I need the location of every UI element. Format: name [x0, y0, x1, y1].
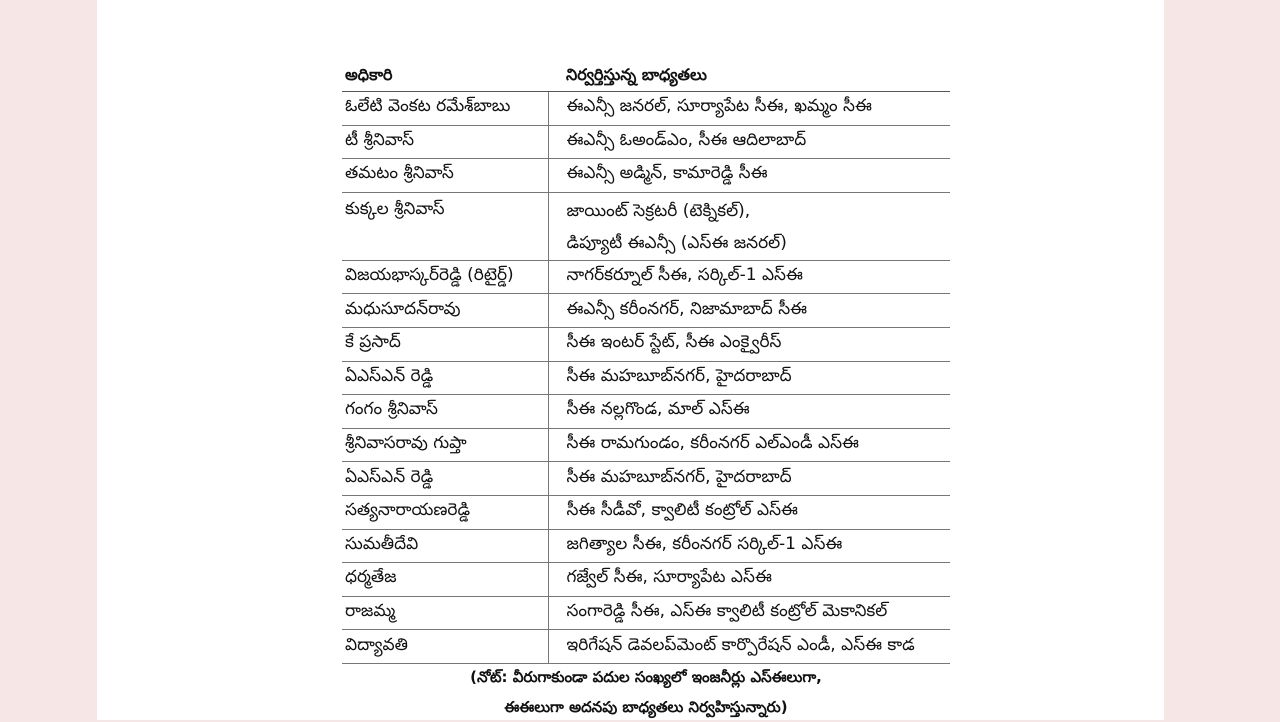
- officer-duties: ఈఎన్సీ ఓఅండ్‌ఎం, సీఈ ఆదిలాబాద్‌: [548, 125, 950, 159]
- officer-duties: జగిత్యాల సీఈ, కరీంనగర్‌ సర్కిల్‌-1 ఎస్‌ఈ: [548, 529, 950, 563]
- table-row: [342, 159, 950, 193]
- table-row: [342, 529, 950, 563]
- officer-duties: సీఈ సీడీవో, క్వాలిటీ కంట్రోల్‌ ఎస్‌ఈ: [548, 495, 950, 529]
- table-header-row: [342, 62, 950, 92]
- officer-name: శ్రీనివాసరావు గుప్తా: [342, 428, 548, 462]
- officer-name: ఏఎస్‌ఎన్‌ రెడ్డి: [342, 361, 548, 395]
- officers-duties-table: [342, 62, 950, 664]
- officer-duties: సీఈ మహబూబ్‌నగర్‌, హైదరాబాద్‌: [548, 361, 950, 395]
- table-row: [342, 125, 950, 159]
- footnote-line-2: ఈఈలుగా అదనపు బాధ్యతలు నిర్వహిస్తున్నారు): [504, 698, 788, 716]
- officer-duties: ఈఎన్సీ జనరల్‌, సూర్యాపేట సీఈ, ఖమ్మం సీఈ: [548, 92, 950, 126]
- officer-duties: సీఈ మహబూబ్‌నగర్‌, హైదరాబాద్‌: [548, 462, 950, 496]
- officer-duties: నాగర్‌కర్నూల్‌ సీఈ, సర్కిల్‌-1 ఎస్‌ఈ: [548, 260, 950, 294]
- officer-name: టీ శ్రీనివాస్‌: [342, 125, 548, 159]
- table-row: [342, 428, 950, 462]
- officer-duties: గజ్వేల్‌ సీఈ, సూర్యాపేట ఎస్‌ఈ: [548, 563, 950, 597]
- officer-duties: సీఈ రామగుండం, కరీంనగర్‌ ఎల్‌ఎండీ ఎస్‌ఈ: [548, 428, 950, 462]
- table-row: [342, 462, 950, 496]
- officer-duties: ఈఎన్సీ అడ్మిన్‌, కామారెడ్డి సీఈ: [548, 159, 950, 193]
- table-row: [342, 630, 950, 664]
- officer-name: తమటం శ్రీనివాస్‌: [342, 159, 548, 193]
- footnote-line-1: (నోట్‌: వీరుగాకుండా పదుల సంఖ్యలో ఇంజనీర్లు ఎస్‌ఈలుగా,: [470, 668, 822, 686]
- table-row: [342, 563, 950, 597]
- table-row: [342, 260, 950, 294]
- officer-duties: ఈఎన్సీ కరీంనగర్‌, నిజామాబాద్‌ సీఈ: [548, 294, 950, 328]
- table-row: [342, 327, 950, 361]
- officer-name: గంగం శ్రీనివాస్‌: [342, 395, 548, 429]
- table-row: [342, 92, 950, 126]
- officer-name: కే ప్రసాద్‌: [342, 327, 548, 361]
- duties-column-header: నిర్వర్తిస్తున్న బాధ్యతలు: [548, 62, 950, 92]
- table-row: [342, 495, 950, 529]
- officer-name: సుమతీదేవి: [342, 529, 548, 563]
- officer-name: కుక్కల శ్రీనివాస్‌: [342, 192, 548, 260]
- officer-name: ఏఎస్‌ఎన్‌ రెడ్డి: [342, 462, 548, 496]
- officer-name: విజయభాస్కర్‌రెడ్డి (రిటైర్డ్‌): [342, 260, 548, 294]
- officer-duties: సీఈ నల్లగొండ, మాల్‌ ఎస్‌ఈ: [548, 395, 950, 429]
- table-row: [342, 395, 950, 429]
- table-row: [342, 596, 950, 630]
- officer-duties: జాయింట్‌ సెక్రటరీ (టెక్నికల్‌), డిప్యూటీ ఈఎన్సీ (ఎస్‌ఈ జనరల్‌): [548, 192, 950, 260]
- officer-name: విద్యావతి: [342, 630, 548, 664]
- officer-duties: సంగారెడ్డి సీఈ, ఎస్‌ఈ క్వాలిటీ కంట్రోల్‌ మెకానికల్‌: [548, 596, 950, 630]
- table-row: [342, 294, 950, 328]
- officer-column-header: అధికారి: [342, 62, 548, 92]
- officer-name: ఓలేటి వెంకట రమేశ్‌బాబు: [342, 92, 548, 126]
- officer-name: సత్యనారాయణరెడ్డి: [342, 495, 548, 529]
- officer-duties: ఇరిగేషన్‌ డెవలప్‌మెంట్‌ కార్పొరేషన్‌ ఎండీ, ఎస్‌ఈ కాడ: [548, 630, 950, 664]
- officer-name: ధర్మతేజ: [342, 563, 548, 597]
- footnote: [342, 662, 950, 722]
- table-row: [342, 192, 950, 260]
- officer-name: రాజమ్మ: [342, 596, 548, 630]
- officer-duties: సీఈ ఇంటర్‌ స్టేట్‌, సీఈ ఎంక్వైరీస్‌: [548, 327, 950, 361]
- officer-name: మధుసూదన్‌రావు: [342, 294, 548, 328]
- table-row: [342, 361, 950, 395]
